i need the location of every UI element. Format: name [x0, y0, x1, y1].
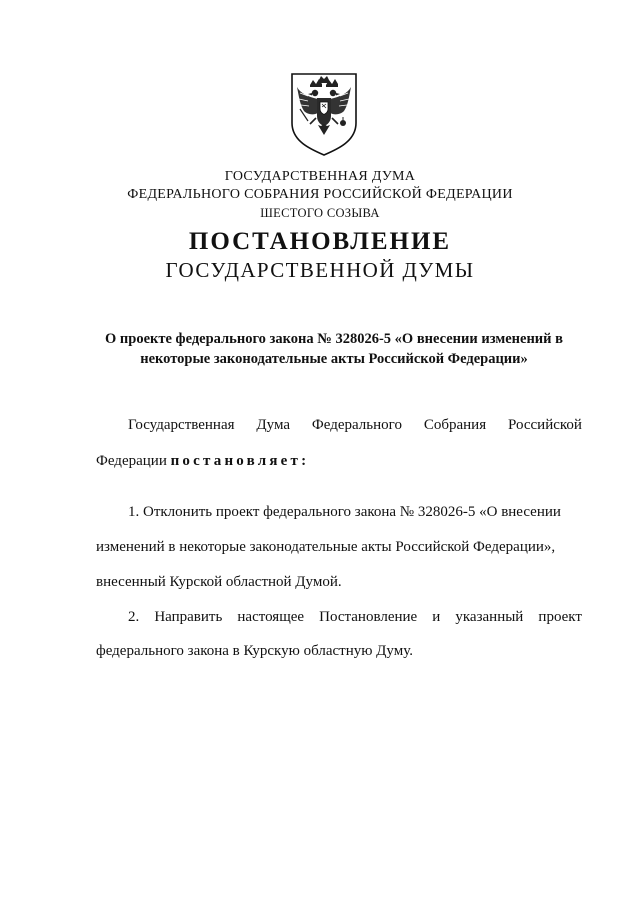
preamble-word: Федерального: [311, 417, 402, 433]
resolution-verb: постановляет:: [170, 453, 310, 469]
preamble-word: Российской: [508, 417, 582, 433]
item-2-word: Постановление: [319, 609, 418, 625]
preamble-word: Государственная: [128, 417, 235, 433]
convocation-line: ШЕСТОГО СОЗЫВА: [260, 206, 380, 220]
preamble-line-2: [96, 451, 309, 471]
item-2-word: настоящее: [237, 609, 305, 625]
org-name-line-2: ФЕДЕРАЛЬНОГО СОБРАНИЯ РОССИЙСКОЙ ФЕДЕРАЦИИ: [127, 187, 513, 202]
subject-line-2: некоторые законодательные акты Российской Федерации»: [140, 351, 528, 367]
preamble-text: Федерации: [96, 453, 167, 469]
item-2-line-1: [128, 607, 582, 627]
item-1-line-3: внесенный Курской областной Думой.: [96, 574, 342, 590]
item-2-word: указанный: [455, 609, 524, 625]
subject-line-1: О проекте федерального закона № 328026-5 «О внесении изменений в: [105, 331, 563, 347]
item-2-word: проект: [538, 609, 582, 625]
document-issuer-title: ГОСУДАРСТВЕННОЙ ДУМЫ: [165, 258, 475, 282]
item-2-word: 2.: [128, 609, 140, 625]
russian-coat-of-arms-icon: [288, 71, 360, 157]
item-2-line-2: федерального закона в Курскую областную Думу.: [96, 643, 413, 659]
item-2-word: и: [432, 609, 441, 625]
item-1-line-2: изменений в некоторые законодательные акты Российской Федерации»,: [96, 539, 556, 555]
org-name-line-1: ГОСУДАРСТВЕННАЯ ДУМА: [224, 169, 416, 184]
preamble-line-1: [128, 415, 582, 435]
preamble-word: Собрания: [423, 417, 487, 433]
item-2-word: Направить: [154, 609, 223, 625]
document-subject: [94, 329, 574, 369]
preamble-word: Дума: [256, 417, 291, 433]
item-1-line-1: 1. Отклонить проект федерального закона № 328026-5 «О внесении: [128, 504, 561, 520]
document-type-title: ПОСТАНОВЛЕНИЕ: [188, 228, 452, 255]
